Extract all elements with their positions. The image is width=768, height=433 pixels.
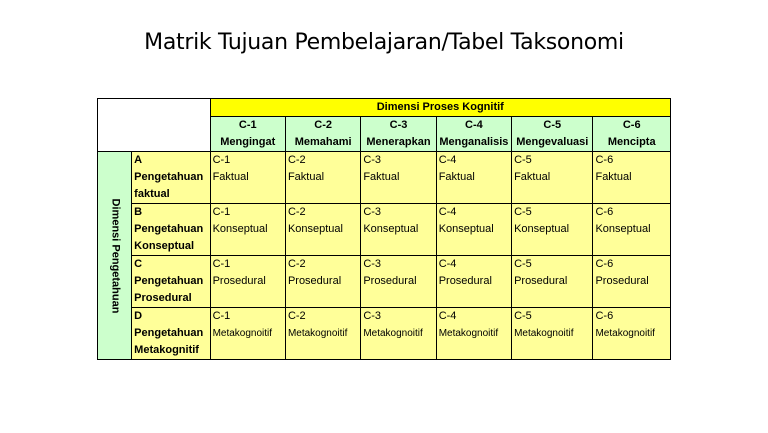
column-header-c-3 bbox=[361, 117, 436, 152]
cell-code: C-5 bbox=[514, 206, 532, 218]
page-title: Matrik Tujuan Pembelajaran/Tabel Taksonomi bbox=[144, 30, 624, 55]
row-header-line2: Prosedural bbox=[134, 292, 192, 304]
table-cell bbox=[285, 308, 360, 360]
cell-label: Faktual bbox=[287, 171, 325, 183]
cell-code: C-3 bbox=[363, 206, 382, 218]
column-name: Menganalisis bbox=[439, 136, 509, 148]
cell-code: C-3 bbox=[363, 258, 382, 270]
column-header-c-5 bbox=[512, 117, 593, 152]
column-name: Mengevaluasi bbox=[516, 136, 589, 148]
table-cell bbox=[593, 308, 671, 360]
row-header-line2: faktual bbox=[134, 188, 170, 200]
cell-label: Faktual bbox=[363, 171, 400, 183]
cell-label: Prosedural bbox=[212, 275, 266, 287]
column-code: C-1 bbox=[238, 119, 257, 131]
table-cell bbox=[593, 256, 671, 308]
table-cell bbox=[285, 152, 360, 204]
table-row bbox=[98, 152, 671, 204]
cell-label: Metakognoitif bbox=[363, 328, 423, 339]
cell-code: C-1 bbox=[212, 154, 231, 166]
cell-label: Metakognoitif bbox=[287, 328, 348, 339]
table-cell bbox=[210, 204, 285, 256]
column-name: Memahami bbox=[294, 136, 352, 148]
cell-label: Konseptual bbox=[287, 223, 343, 235]
row-header-letter: C bbox=[134, 258, 143, 270]
cell-code: C-4 bbox=[438, 154, 457, 166]
taxonomy-table bbox=[97, 98, 671, 360]
column-code: C-5 bbox=[543, 119, 562, 131]
table-cell bbox=[593, 204, 671, 256]
row-header-a bbox=[132, 152, 210, 204]
column-header-c-4 bbox=[436, 117, 511, 152]
row-header-line2: Konseptual bbox=[134, 240, 195, 252]
cell-code: C-3 bbox=[363, 154, 382, 166]
cell-label: Prosedural bbox=[514, 275, 568, 287]
column-header-c-2 bbox=[285, 117, 360, 152]
cell-code: C-4 bbox=[438, 206, 457, 218]
table-cell bbox=[361, 204, 436, 256]
cell-label: Metakognoitif bbox=[212, 328, 273, 339]
table-row bbox=[98, 308, 671, 360]
cell-code: C-6 bbox=[595, 258, 614, 270]
column-name: Menerapkan bbox=[366, 136, 431, 148]
cell-label: Prosedural bbox=[595, 275, 649, 287]
row-header-d bbox=[132, 308, 210, 360]
row-header-letter: D bbox=[134, 310, 143, 322]
table-cell bbox=[512, 256, 593, 308]
row-header-c bbox=[132, 256, 210, 308]
column-header-c-1 bbox=[210, 117, 285, 152]
table-cell bbox=[436, 308, 511, 360]
cell-label: Konseptual bbox=[438, 223, 494, 235]
cell-code: C-2 bbox=[287, 206, 306, 218]
cell-label: Metakognoitif bbox=[595, 328, 655, 339]
cell-label: Metakognoitif bbox=[514, 328, 574, 339]
cell-code: C-3 bbox=[363, 310, 382, 322]
cell-code: C-1 bbox=[212, 310, 231, 322]
cell-label: Prosedural bbox=[287, 275, 342, 287]
table-cell bbox=[512, 152, 593, 204]
table-cell bbox=[210, 308, 285, 360]
table-cell bbox=[285, 204, 360, 256]
cell-label: Konseptual bbox=[212, 223, 268, 235]
table-cell bbox=[436, 256, 511, 308]
dimensi-pengetahuan-header bbox=[98, 152, 132, 360]
dimensi-proses-header: Dimensi Proses Kognitif bbox=[210, 99, 670, 117]
row-header-letter: B bbox=[134, 206, 143, 218]
cell-code: C-2 bbox=[287, 258, 306, 270]
table-corner bbox=[98, 99, 211, 152]
column-code: C-6 bbox=[622, 119, 641, 131]
cell-label: Konseptual bbox=[363, 223, 419, 235]
cell-label: Faktual bbox=[514, 171, 551, 183]
table-cell bbox=[593, 152, 671, 204]
table-cell bbox=[436, 204, 511, 256]
column-name: Mencipta bbox=[607, 136, 656, 148]
cell-code: C-6 bbox=[595, 206, 614, 218]
cell-label: Prosedural bbox=[363, 275, 417, 287]
cell-label: Konseptual bbox=[595, 223, 651, 235]
cell-label: Prosedural bbox=[438, 275, 492, 287]
table-cell bbox=[361, 308, 436, 360]
cell-code: C-5 bbox=[514, 310, 532, 322]
table-cell bbox=[361, 152, 436, 204]
table-cell bbox=[512, 204, 593, 256]
column-code: C-3 bbox=[389, 119, 408, 131]
column-name: Mengingat bbox=[220, 136, 276, 148]
table-cell bbox=[361, 256, 436, 308]
cell-code: C-1 bbox=[212, 258, 231, 270]
cell-code: C-2 bbox=[287, 310, 306, 322]
row-header-b bbox=[132, 204, 210, 256]
row-header-line1: Pengetahuan bbox=[134, 327, 204, 339]
table-cell bbox=[512, 308, 593, 360]
dimensi-pengetahuan-label: Dimensi Pengetahuan bbox=[109, 198, 122, 313]
table-cell bbox=[436, 152, 511, 204]
cell-label: Faktual bbox=[595, 171, 632, 183]
cell-code: C-5 bbox=[514, 154, 532, 166]
row-header-line1: Pengetahuan bbox=[134, 275, 204, 287]
table-cell bbox=[285, 256, 360, 308]
row-header-line2: Metakognitif bbox=[134, 344, 199, 356]
cell-code: C-1 bbox=[212, 206, 231, 218]
row-header-line1: Pengetahuan bbox=[134, 171, 204, 183]
cell-label: Konseptual bbox=[514, 223, 570, 235]
cell-code: C-6 bbox=[595, 154, 614, 166]
cell-code: C-2 bbox=[287, 154, 306, 166]
row-header-line1: Pengetahuan bbox=[134, 223, 204, 235]
cell-label: Faktual bbox=[438, 171, 475, 183]
cell-code: C-6 bbox=[595, 310, 614, 322]
table-row bbox=[98, 204, 671, 256]
table-cell bbox=[210, 256, 285, 308]
column-header-c-6 bbox=[593, 117, 671, 152]
table-row bbox=[98, 256, 671, 308]
cell-label: Metakognoitif bbox=[438, 328, 499, 339]
cell-code: C-4 bbox=[438, 258, 457, 270]
table-cell bbox=[210, 152, 285, 204]
column-code: C-4 bbox=[465, 119, 483, 131]
column-code: C-2 bbox=[314, 119, 332, 131]
cell-label: Faktual bbox=[212, 171, 249, 183]
cell-code: C-5 bbox=[514, 258, 532, 270]
row-header-letter: A bbox=[134, 154, 143, 166]
cell-code: C-4 bbox=[438, 310, 457, 322]
